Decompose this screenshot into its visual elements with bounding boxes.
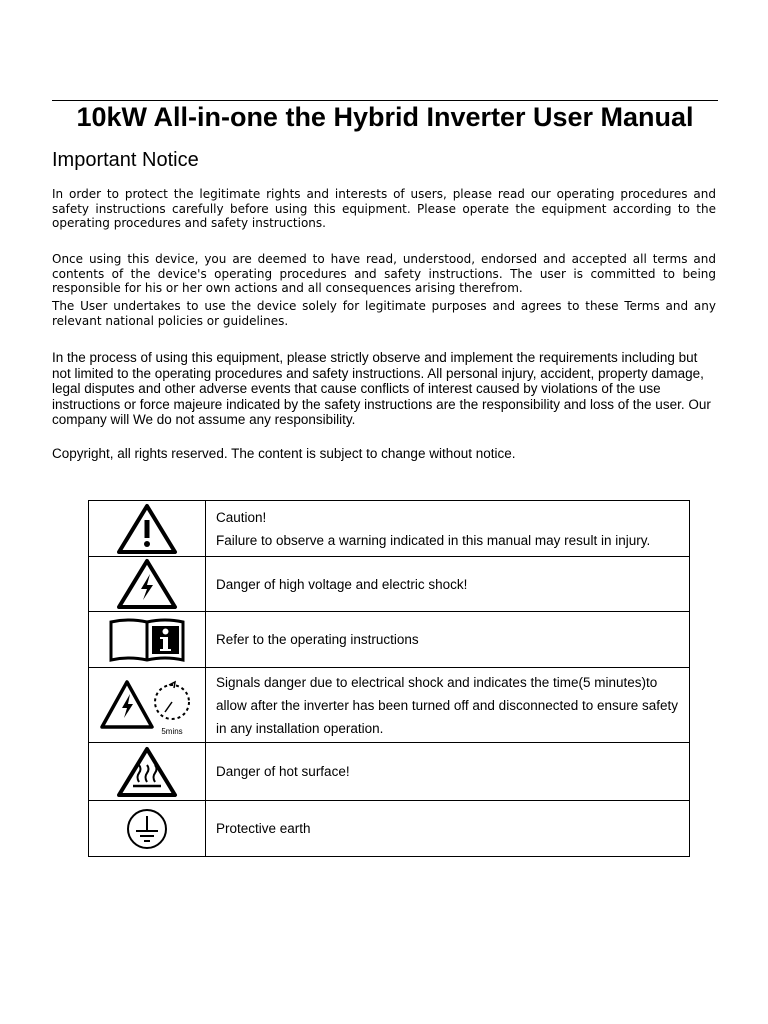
symbol-icon-cell bbox=[89, 743, 206, 801]
document-title: 10kW All-in-one the Hybrid Inverter User Manual bbox=[76, 102, 694, 132]
notice-paragraph-4: In the process of using this equipment, please strictly observe and implement the requirements including but not limited to the operating procedures and safety instructions. All personal injury, accident, property damage, legal disputes and other adverse events that cause conflicts of interest caused by violations of the use instructions or force majeure indicated by the safety instructions are the responsibility and loss of the user. Our company will We do not assume any responsibility. bbox=[52, 350, 711, 427]
caution-text: Failure to observe a warning indicated in this manual may result in injury. bbox=[216, 532, 651, 548]
symbol-description bbox=[206, 668, 690, 743]
safety-symbols-table bbox=[88, 500, 690, 857]
symbol-description bbox=[206, 743, 690, 801]
caution-triangle-icon bbox=[116, 503, 178, 555]
hot-surface-icon bbox=[116, 746, 178, 798]
symbol-icon-cell bbox=[89, 801, 206, 857]
symbol-icon-cell bbox=[89, 557, 206, 612]
symbol-icon-cell bbox=[89, 501, 206, 557]
symbol-description bbox=[206, 501, 690, 557]
protective-earth-icon bbox=[125, 807, 169, 851]
instructions-text: Refer to the operating instructions bbox=[216, 632, 419, 647]
shock-5min-discharge-icon bbox=[97, 672, 197, 738]
high-voltage-icon bbox=[116, 558, 178, 610]
discharge-warning-text: Signals danger due to electrical shock and indicates the time(5 minutes)to allow after the inverter has been turned off and disconnected to ensure safety in any installation operation. bbox=[216, 674, 679, 736]
symbol-row bbox=[89, 743, 690, 801]
symbol-row bbox=[89, 501, 690, 557]
symbol-icon-cell bbox=[89, 612, 206, 668]
symbol-icon-cell bbox=[89, 668, 206, 743]
high-voltage-text: Danger of high voltage and electric shock! bbox=[216, 576, 468, 592]
copyright-paragraph: Copyright, all rights reserved. The content is subject to change without notice. bbox=[52, 446, 516, 461]
notice-paragraph-1: In order to protect the legitimate rights and interests of users, please read our operating procedures and safety instructions carefully before using this equipment. Please operate the equipment according to the operating procedures and safety instructions. bbox=[52, 187, 716, 230]
symbol-description bbox=[206, 612, 690, 668]
symbol-row bbox=[89, 668, 690, 743]
notice-paragraph-2: Once using this device, you are deemed to have read, understood, endorsed and accepted all terms and contents of the device's operating procedures and safety instructions. The user is committed to being responsible for his or her own actions and all consequences arising therefrom. bbox=[52, 252, 716, 295]
protective-earth-text: Protective earth bbox=[216, 821, 311, 836]
hot-surface-text: Danger of hot surface! bbox=[216, 764, 350, 779]
symbol-row bbox=[89, 801, 690, 857]
symbol-row bbox=[89, 612, 690, 668]
section-heading: Important Notice bbox=[52, 149, 199, 171]
caution-heading: Caution! bbox=[216, 509, 267, 525]
discharge-time-label: 5mins bbox=[161, 727, 183, 736]
operating-instructions-icon bbox=[107, 616, 187, 664]
symbol-description bbox=[206, 801, 690, 857]
symbol-row bbox=[89, 557, 690, 612]
symbol-description bbox=[206, 557, 690, 612]
notice-paragraph-3: The User undertakes to use the device solely for legitimate purposes and agrees to these Terms and any relevant national policies or guidelines. bbox=[52, 299, 716, 328]
